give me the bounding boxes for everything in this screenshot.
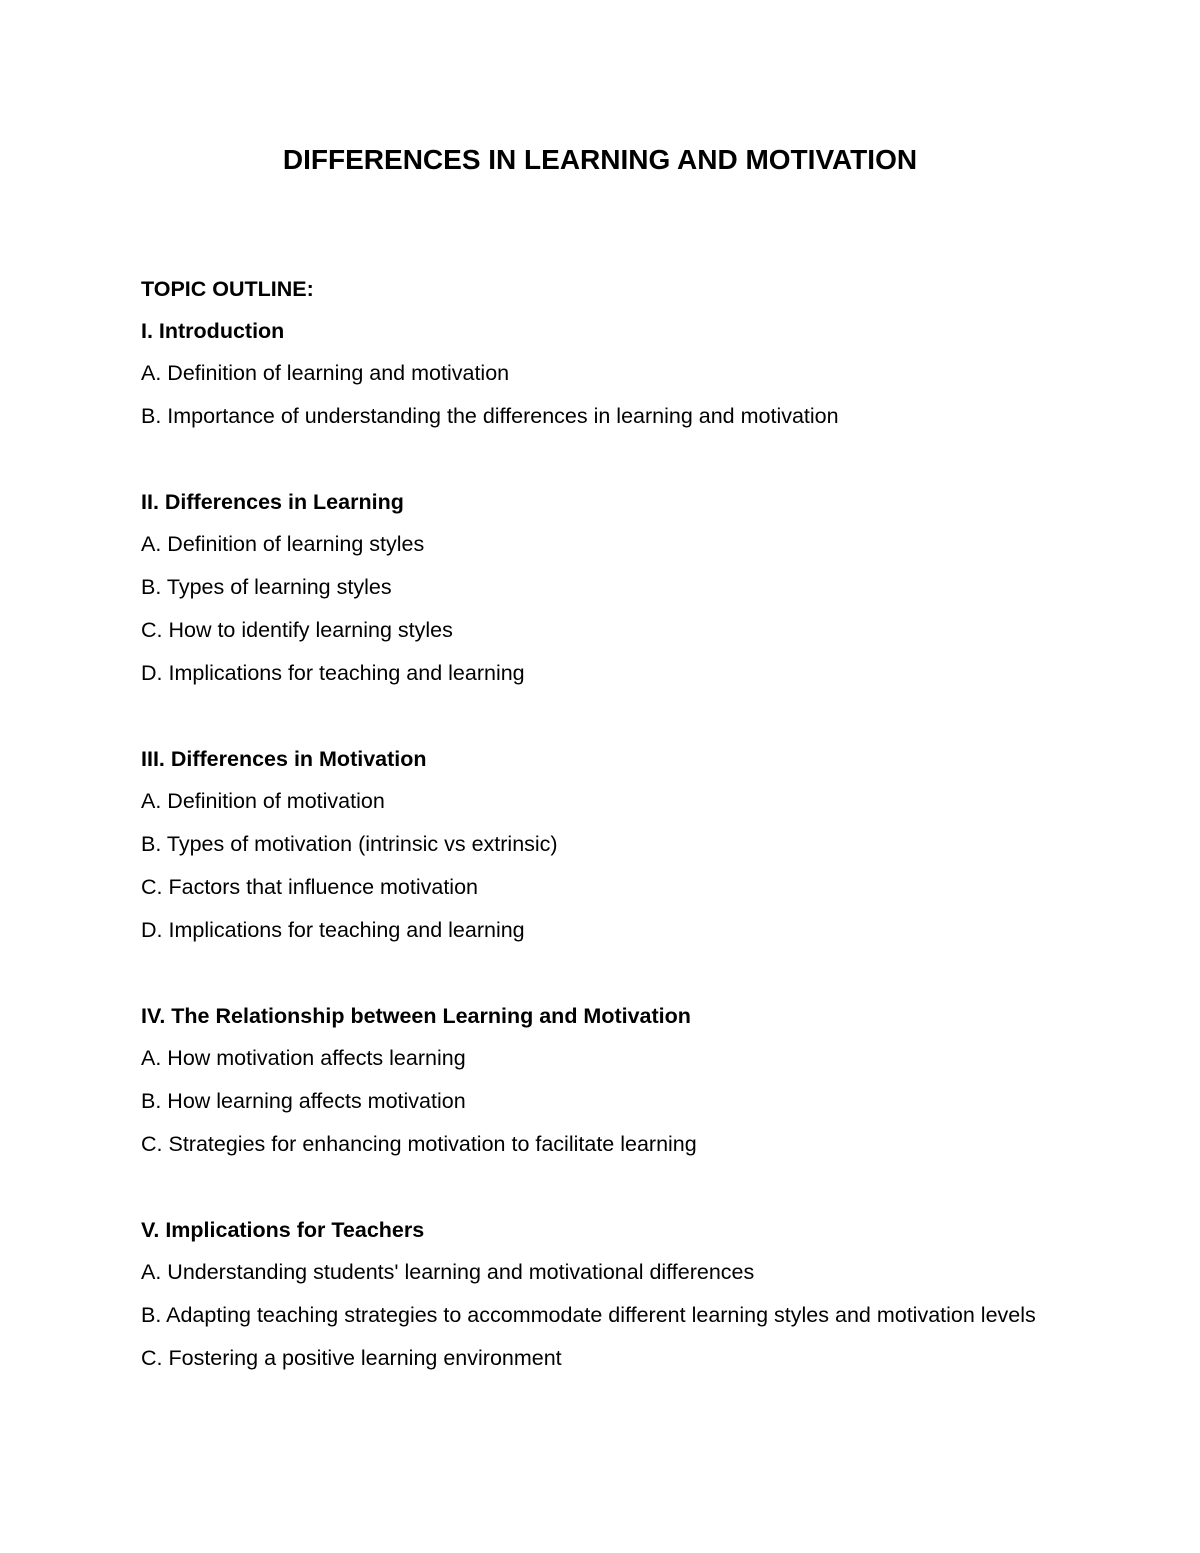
outline-item: A. Definition of motivation xyxy=(141,789,385,813)
outline-item: A. Understanding students' learning and motivational differences xyxy=(141,1260,755,1284)
outline-item: B. Types of learning styles xyxy=(141,575,392,599)
outline-section-relationship xyxy=(141,1003,1071,1157)
outline-item: B. Types of motivation (intrinsic vs extrinsic) xyxy=(141,832,558,856)
outline-item: C. Factors that influence motivation xyxy=(141,875,478,899)
outline-item: B. How learning affects motivation xyxy=(141,1089,466,1113)
topic-outline xyxy=(141,276,1071,1371)
outline-section-differences-in-learning xyxy=(141,489,1071,686)
section-heading: III. Differences in Motivation xyxy=(141,747,427,771)
section-heading: I. Introduction xyxy=(141,319,285,343)
outline-section-introduction xyxy=(141,318,1071,429)
section-heading: II. Differences in Learning xyxy=(141,490,404,514)
outline-section-implications-for-teachers xyxy=(141,1217,1071,1371)
outline-item: D. Implications for teaching and learning xyxy=(141,918,525,942)
outline-item: D. Implications for teaching and learning xyxy=(141,661,525,685)
outline-section-differences-in-motivation xyxy=(141,746,1071,943)
outline-item: A. Definition of learning and motivation xyxy=(141,361,510,385)
section-heading: IV. The Relationship between Learning and Motivation xyxy=(141,1004,691,1028)
document-title: DIFFERENCES IN LEARNING AND MOTIVATION xyxy=(282,144,918,175)
outline-item: C. How to identify learning styles xyxy=(141,618,453,642)
topic-outline-label: TOPIC OUTLINE: xyxy=(141,277,314,301)
outline-item: B. Adapting teaching strategies to accommodate different learning styles and motivation levels xyxy=(141,1303,1036,1327)
outline-item: C. Strategies for enhancing motivation to facilitate learning xyxy=(141,1132,697,1156)
outline-item: B. Importance of understanding the differences in learning and motivation xyxy=(141,404,839,428)
outline-item: C. Fostering a positive learning environment xyxy=(141,1346,562,1370)
outline-item: A. How motivation affects learning xyxy=(141,1046,466,1070)
section-heading: V. Implications for Teachers xyxy=(141,1218,425,1242)
outline-item: A. Definition of learning styles xyxy=(141,532,425,556)
